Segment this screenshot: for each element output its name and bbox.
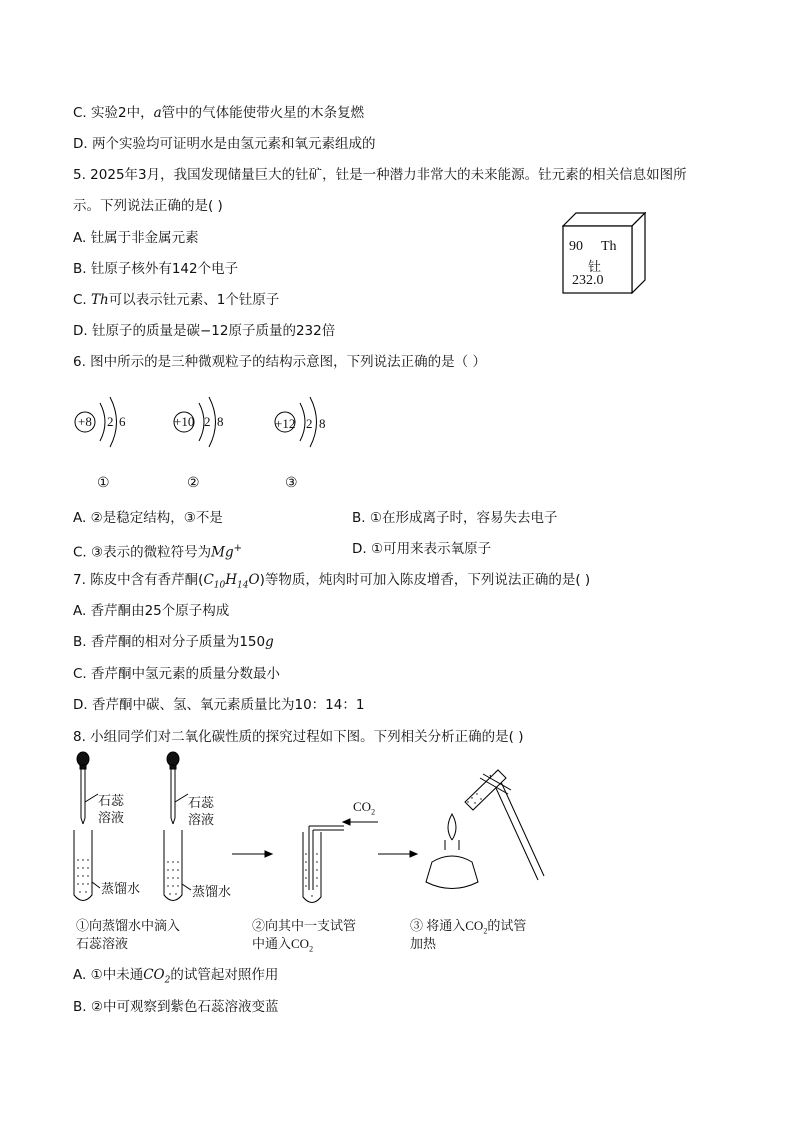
reagent-label-2b: 溶液 (188, 812, 215, 827)
fig-caption-2-line1: ②向其中一支试管 (252, 918, 357, 933)
q6-option-a: A. ②是稳定结构，③不是 (73, 510, 223, 526)
fig-caption-3-line2: 加热 (410, 936, 437, 951)
q7-option-a: A. 香芹酮由25个原子构成 (73, 603, 230, 619)
reagent-label-1b: 溶液 (98, 810, 125, 825)
particle1-shell1: 2 (107, 414, 114, 429)
fig-caption-2-line2: 中通入$CO_2$ (252, 936, 314, 954)
q5-option-d: D. 钍原子的质量是碳−12原子质量的232倍 (73, 323, 336, 339)
particle2-shell1: 2 (204, 414, 211, 429)
q4-option-c: C. 实验2中，a管中的气体能使带火星的木条复燃 (73, 105, 365, 121)
q5-option-b: B. 钍原子核外有142个电子 (73, 261, 239, 277)
element-symbol: Th (601, 239, 617, 254)
water-label-1: 蒸馏水 (101, 881, 141, 896)
co2-gas-label: $CO_2$ (353, 799, 376, 817)
q6-option-d: D. ①可用来表示氧原子 (352, 541, 492, 557)
q6-option-b: B. ①在形成离子时，容易失去电子 (352, 510, 558, 526)
water-label-2: 蒸馏水 (192, 884, 232, 899)
q7-stem: 7. 陈皮中含有香芹酮$(C_{10}H_{14}O)$等物质，炖肉时可加入陈皮增香，下列说法正确的是( ) (73, 572, 591, 591)
q6-option-c: C. ③表示的微粒符号为Mg+ (73, 543, 242, 561)
particle2-nucleus: +10 (174, 414, 195, 429)
fig-caption-3-line1: ③ 将通入$CO_2$的试管 (410, 918, 527, 936)
q5-option-c: C. Th可以表示钍元素、1个钍原子 (73, 292, 280, 308)
element-number: 90 (569, 239, 583, 254)
q8-option-b: B. ②中可观察到紫色石蕊溶液变蓝 (73, 999, 279, 1015)
q5-stem-line1: 5. 2025年3月，我国发现储量巨大的钍矿，钍是一种潜力非常大的未来能源。钍元素的相关信息如图所 (73, 167, 687, 183)
q6-stem: 6. 图中所示的是三种微观粒子的结构示意图，下列说法正确的是（ ） (73, 354, 486, 370)
reagent-label-2a: 石蕊 (188, 795, 215, 810)
q4-option-d: D. 两个实验均可证明水是由氢元素和氧元素组成的 (73, 136, 376, 152)
q8-option-a: A. ①中未通$CO_2$的试管起对照作用 (73, 967, 279, 986)
particle1-shell2: 6 (119, 414, 126, 429)
reagent-label-1a: 石蕊 (98, 793, 125, 808)
particle3-label: ③ (285, 476, 298, 491)
q7-option-b: B. 香芹酮的相对分子质量为150g (73, 634, 274, 650)
particle2-shell2: 8 (217, 414, 224, 429)
element-mass: 232.0 (572, 273, 604, 288)
element-cell (562, 212, 646, 294)
fig-caption-1-line1: ①向蒸馏水中滴入 (76, 918, 181, 933)
particle1-label: ① (97, 476, 110, 491)
q8-stem: 8. 小组同学们对二氧化碳性质的探究过程如下图。下列相关分析正确的是( ) (73, 729, 524, 745)
particle1-nucleus: +8 (78, 414, 92, 429)
q7-option-c: C. 香芹酮中氢元素的质量分数最小 (73, 666, 281, 682)
q5-stem-line2: 示。下列说法正确的是( ) (73, 198, 223, 214)
particle3-shell1: 2 (306, 416, 313, 431)
q5-option-a: A. 钍属于非金属元素 (73, 230, 199, 246)
q7-option-d: D. 香芹酮中碳、氢、氧元素质量比为10：14：1 (73, 697, 365, 713)
fig-caption-1-line2: 石蕊溶液 (76, 936, 129, 951)
particle3-shell2: 8 (319, 416, 326, 431)
element-name: 钍 (588, 260, 602, 275)
particle2-label: ② (187, 476, 200, 491)
particle3-nucleus: +12 (275, 416, 296, 431)
